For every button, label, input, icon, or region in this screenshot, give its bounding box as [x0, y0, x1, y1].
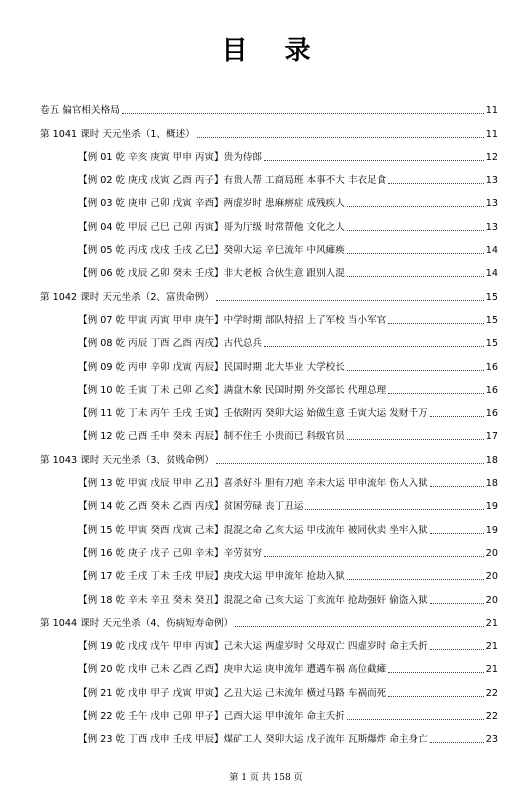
toc-example-entry[interactable] [40, 141, 498, 164]
toc-example-entry[interactable] [40, 537, 498, 560]
toc-page-number: 15 [485, 291, 498, 303]
toc-dot-leader [347, 230, 484, 231]
toc-entry-text: 【例 05 乾 丙戌 戊戌 壬戌 乙巳】癸卯大运 辛巳流年 中风瘫痪 [78, 245, 345, 257]
toc-entry-text: 【例 12 乾 己酉 壬申 癸未 丙辰】制不住壬 小贵而已 科级官员 [78, 431, 345, 443]
toc-dot-leader [430, 742, 484, 743]
toc-dot-leader [347, 276, 484, 277]
toc-dot-leader [347, 370, 484, 371]
toc-dot-leader [430, 533, 484, 534]
toc-page-number: 21 [485, 641, 498, 653]
toc-chapter-entry[interactable] [40, 607, 498, 630]
toc-example-entry[interactable] [40, 560, 498, 583]
toc-chapter-entry[interactable] [40, 94, 498, 117]
toc-dot-leader [235, 626, 484, 627]
toc-entry-text: 【例 17 乾 壬戌 丁未 壬戌 甲辰】庚戌大运 甲申流年 抢劫入狱 [78, 571, 345, 583]
toc-entry-text: 卷五 偏官相关格局 [40, 105, 120, 117]
toc-page-number: 12 [485, 151, 498, 163]
toc-page-number: 22 [485, 687, 498, 699]
toc-page-number: 16 [485, 408, 498, 420]
toc-page-number: 15 [485, 314, 498, 326]
toc-entry-text: 【例 08 乾 丙辰 丁酉 乙酉 丙戌】古代总兵 [78, 338, 263, 350]
toc-example-entry[interactable] [40, 630, 498, 653]
toc-dot-leader [264, 346, 484, 347]
toc-example-entry[interactable] [40, 700, 498, 723]
toc-entry-text: 【例 22 乾 壬午 戊申 己卯 甲子】己酉大运 甲申流年 命主夭折 [78, 711, 345, 723]
table-of-contents [40, 94, 498, 746]
toc-example-entry[interactable] [40, 583, 498, 606]
toc-page-number: 11 [485, 105, 498, 117]
toc-dot-leader [347, 579, 484, 580]
toc-example-entry[interactable] [40, 374, 498, 397]
toc-dot-leader [430, 649, 484, 650]
toc-entry-text: 【例 02 乾 庚戌 戊寅 乙酉 丙子】有贵人帮 工商局班 本事不大 丰衣足食 [78, 175, 387, 187]
toc-example-entry[interactable] [40, 420, 498, 443]
toc-page-number: 16 [485, 384, 498, 396]
toc-dot-leader [388, 672, 484, 673]
toc-entry-text: 【例 11 乾 丁未 丙午 壬戌 壬寅】壬依附丙 癸卯大运 始做生意 壬寅大运 发财千万 [78, 408, 428, 420]
toc-dot-leader [216, 300, 484, 301]
toc-page-number: 18 [485, 478, 498, 490]
toc-page-number: 19 [485, 501, 498, 513]
toc-example-entry[interactable] [40, 490, 498, 513]
toc-entry-text: 【例 10 乾 壬寅 丁未 己卯 乙亥】满盘木象 民国时期 外交部长 代理总理 [78, 384, 387, 396]
toc-entry-text: 【例 23 乾 丁酉 戊申 壬戌 甲辰】煤矿工人 癸卯大运 戊子流年 瓦斯爆炸 命主身亡 [78, 734, 428, 746]
toc-page-number: 20 [485, 547, 498, 559]
toc-entry-text: 第 1041 课时 天元坐杀（1、概述） [40, 128, 195, 140]
page-title: 目 录 [221, 36, 325, 66]
toc-page-number: 13 [485, 198, 498, 210]
toc-entry-text: 【例 03 乾 庚申 己卯 戊寅 辛酉】两虚岁时 患麻痹症 成残疾人 [78, 198, 345, 210]
toc-dot-leader [388, 393, 484, 394]
toc-entry-text: 【例 13 乾 甲寅 戊辰 甲申 乙丑】喜杀好斗 胆有刀疤 辛未大运 甲申流年 伤人入狱 [78, 478, 428, 490]
toc-chapter-entry[interactable] [40, 280, 498, 303]
toc-chapter-entry[interactable] [40, 443, 498, 466]
toc-example-entry[interactable] [40, 397, 498, 420]
toc-example-entry[interactable] [40, 676, 498, 699]
toc-dot-leader [347, 206, 484, 207]
toc-dot-leader [388, 323, 484, 324]
toc-entry-text: 【例 21 乾 戊申 甲子 戊寅 甲寅】乙丑大运 己未流年 横过马路 车祸而死 [78, 687, 387, 699]
toc-dot-leader [347, 719, 484, 720]
toc-dot-leader [197, 137, 484, 138]
toc-example-entry[interactable] [40, 513, 498, 536]
toc-example-entry[interactable] [40, 164, 498, 187]
toc-dot-leader [305, 509, 483, 510]
toc-page-number: 18 [485, 454, 498, 466]
toc-example-entry[interactable] [40, 723, 498, 746]
toc-entry-text: 【例 09 乾 丙申 辛卯 戊寅 丙辰】民国时期 北大毕业 大学校长 [78, 361, 345, 373]
toc-dot-leader [122, 113, 484, 114]
toc-example-entry[interactable] [40, 653, 498, 676]
toc-page-number: 13 [485, 175, 498, 187]
toc-entry-text: 【例 19 乾 戊戌 戊午 甲申 丙寅】己未大运 两虚岁时 父母双亡 四虚岁时 命主夭折 [78, 641, 428, 653]
toc-entry-text: 第 1044 课时 天元坐杀（4、伤病短寿命例） [40, 617, 234, 629]
toc-dot-leader [430, 603, 484, 604]
toc-page-number: 13 [485, 221, 498, 233]
toc-dot-leader [264, 556, 484, 557]
toc-dot-leader [264, 160, 484, 161]
toc-page-number: 20 [485, 571, 498, 583]
toc-page-number: 22 [485, 711, 498, 723]
toc-page-number: 23 [485, 734, 498, 746]
toc-page-number: 19 [485, 524, 498, 536]
toc-page-number: 21 [485, 617, 498, 629]
toc-entry-text: 【例 01 乾 辛亥 庚寅 甲申 丙寅】贵为侍郎 [78, 151, 263, 163]
toc-dot-leader [347, 253, 484, 254]
toc-page-number: 15 [485, 338, 498, 350]
toc-entry-text: 【例 06 乾 戊辰 乙卯 癸未 壬戌】非大老板 合伙生意 跟别人混 [78, 268, 345, 280]
toc-dot-leader [430, 486, 484, 487]
toc-page-number: 17 [485, 431, 498, 443]
toc-page-number: 14 [485, 268, 498, 280]
toc-example-entry[interactable] [40, 304, 498, 327]
toc-entry-text: 【例 14 乾 乙酉 癸未 乙酉 丙戌】贫困劳碌 丧丁丑运 [78, 501, 304, 513]
toc-example-entry[interactable] [40, 257, 498, 280]
toc-entry-text: 【例 16 乾 庚子 戊子 己卯 辛未】辛劳贫穷 [78, 547, 263, 559]
toc-example-entry[interactable] [40, 187, 498, 210]
toc-entry-text: 【例 04 乾 甲辰 己巳 己卯 丙寅】哥为厅级 时常帮他 文化之人 [78, 221, 345, 233]
toc-example-entry[interactable] [40, 210, 498, 233]
toc-page-number: 21 [485, 664, 498, 676]
toc-entry-text: 第 1042 课时 天元坐杀（2、富贵命例） [40, 291, 214, 303]
toc-page-number: 11 [485, 128, 498, 140]
toc-entry-text: 第 1043 课时 天元坐杀（3、贫贱命例） [40, 454, 214, 466]
toc-dot-leader [388, 183, 484, 184]
toc-page-number: 14 [485, 245, 498, 257]
toc-dot-leader [347, 439, 484, 440]
toc-entry-text: 【例 18 乾 辛未 辛丑 癸未 癸丑】混混之命 己亥大运 丁亥流年 抢劫强奸 偷盗入狱 [78, 594, 428, 606]
toc-example-entry[interactable] [40, 467, 498, 490]
toc-example-entry[interactable] [40, 327, 498, 350]
toc-dot-leader [216, 463, 484, 464]
toc-dot-leader [388, 696, 484, 697]
toc-entry-text: 【例 15 乾 甲寅 癸酉 戊寅 己未】混混之命 乙亥大运 甲戌流年 被同伙卖 坐牢入狱 [78, 524, 428, 536]
page-footer: 第 1 页 共 158 页 [229, 773, 303, 783]
toc-example-entry[interactable] [40, 234, 498, 257]
toc-page-number: 20 [485, 594, 498, 606]
toc-example-entry[interactable] [40, 350, 498, 373]
toc-entry-text: 【例 07 乾 甲寅 丙寅 甲申 庚午】中学时期 部队特招 上了军校 当小军官 [78, 314, 387, 326]
toc-entry-text: 【例 20 乾 戊申 己未 乙酉 乙酉】庚申大运 庚申流年 遭遇车祸 高位截瘫 [78, 664, 387, 676]
toc-dot-leader [430, 416, 484, 417]
toc-chapter-entry[interactable] [40, 117, 498, 140]
toc-page-number: 16 [485, 361, 498, 373]
